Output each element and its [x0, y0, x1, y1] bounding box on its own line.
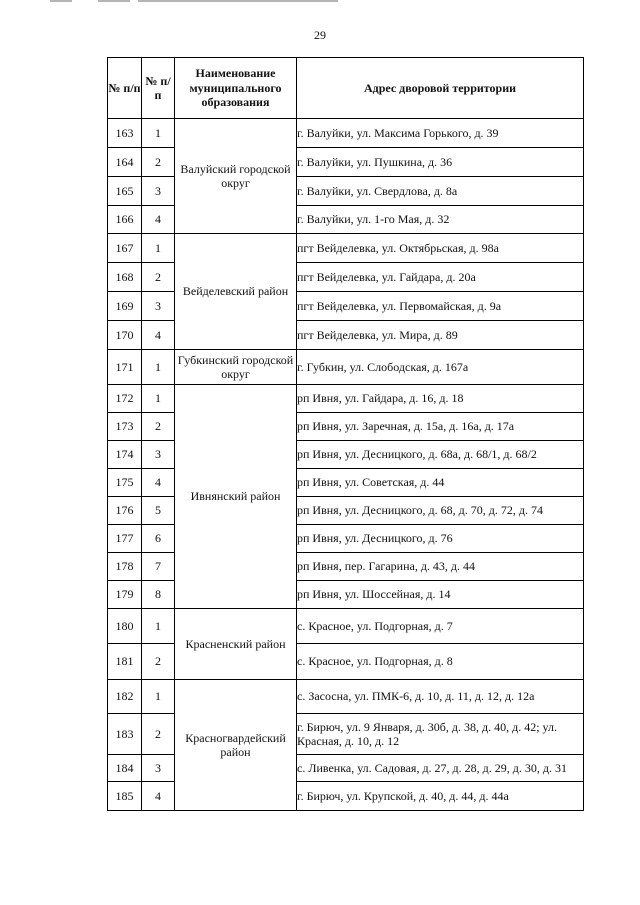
address-cell: рп Ивня, ул. Советская, д. 44	[297, 469, 584, 497]
address-cell: рп Ивня, пер. Гагарина, д. 43, д. 44	[297, 553, 584, 581]
row-sub-number: 8	[142, 581, 175, 609]
municipality-name: Красненский район	[175, 609, 297, 680]
address-cell: рп Ивня, ул. Десницкого, д. 68, д. 70, д. 72, д. 74	[297, 497, 584, 525]
address-cell: г. Бирюч, ул. 9 Января, д. 30б, д. 38, д. 40, д. 42; ул. Красная, д. 10, д. 12	[297, 714, 584, 755]
table-row	[108, 680, 584, 714]
row-sub-number: 4	[142, 469, 175, 497]
row-sub-number: 4	[142, 206, 175, 234]
row-number: 170	[108, 321, 142, 350]
row-sub-number: 7	[142, 553, 175, 581]
scan-mark	[50, 0, 72, 2]
row-number: 163	[108, 119, 142, 148]
address-cell: рп Ивня, ул. Шоссейная, д. 14	[297, 581, 584, 609]
table-row	[108, 385, 584, 413]
row-number: 175	[108, 469, 142, 497]
address-cell: с. Красное, ул. Подгорная, д. 8	[297, 644, 584, 680]
address-cell: рп Ивня, ул. Десницкого, д. 68а, д. 68/1, д. 68/2	[297, 441, 584, 469]
address-cell: рп Ивня, ул. Десницкого, д. 76	[297, 525, 584, 553]
header-sub-num: № п/п	[142, 58, 175, 119]
row-sub-number: 1	[142, 385, 175, 413]
municipality-name: Ивнянский район	[175, 385, 297, 609]
row-sub-number: 1	[142, 680, 175, 714]
municipality-name: Губкинский городской округ	[175, 350, 297, 385]
address-cell: рп Ивня, ул. Заречная, д. 15а, д. 16а, д. 17а	[297, 413, 584, 441]
row-sub-number: 6	[142, 525, 175, 553]
row-sub-number: 1	[142, 609, 175, 644]
municipality-name: Красногвардейский район	[175, 680, 297, 811]
row-sub-number: 2	[142, 413, 175, 441]
address-cell: с. Засосна, ул. ПМК-6, д. 10, д. 11, д. 12, д. 12а	[297, 680, 584, 714]
row-sub-number: 3	[142, 441, 175, 469]
page-number: 29	[314, 28, 326, 42]
table-header-row	[108, 58, 584, 119]
header-address: Адрес дворовой территории	[297, 58, 584, 119]
row-number: 178	[108, 553, 142, 581]
address-cell: г. Валуйки, ул. Пушкина, д. 36	[297, 148, 584, 177]
address-cell: г. Валуйки, ул. 1-го Мая, д. 32	[297, 206, 584, 234]
row-number: 164	[108, 148, 142, 177]
address-cell: пгт Вейделевка, ул. Октябрьская, д. 98а	[297, 234, 584, 263]
row-number: 168	[108, 263, 142, 292]
address-cell: г. Валуйки, ул. Максима Горького, д. 39	[297, 119, 584, 148]
address-cell: с. Красное, ул. Подгорная, д. 7	[297, 609, 584, 644]
address-cell: г. Валуйки, ул. Свердлова, д. 8а	[297, 177, 584, 206]
row-sub-number: 3	[142, 292, 175, 321]
address-table	[107, 57, 584, 811]
address-cell: пгт Вейделевка, ул. Первомайская, д. 9а	[297, 292, 584, 321]
municipality-name: Вейделевский район	[175, 234, 297, 350]
scan-mark	[98, 0, 130, 2]
table-row	[108, 350, 584, 385]
row-number: 176	[108, 497, 142, 525]
row-sub-number: 2	[142, 714, 175, 755]
row-number: 179	[108, 581, 142, 609]
address-cell: г. Бирюч, ул. Крупской, д. 40, д. 44, д. 44а	[297, 782, 584, 811]
table-row	[108, 609, 584, 644]
row-sub-number: 1	[142, 234, 175, 263]
row-sub-number: 3	[142, 177, 175, 206]
table-body	[108, 119, 584, 811]
address-cell: с. Ливенка, ул. Садовая, д. 27, д. 28, д. 29, д. 30, д. 31	[297, 755, 584, 782]
row-sub-number: 3	[142, 755, 175, 782]
row-number: 174	[108, 441, 142, 469]
row-sub-number: 2	[142, 644, 175, 680]
row-number: 180	[108, 609, 142, 644]
row-number: 166	[108, 206, 142, 234]
row-number: 169	[108, 292, 142, 321]
address-cell: пгт Вейделевка, ул. Гайдара, д. 20а	[297, 263, 584, 292]
row-number: 167	[108, 234, 142, 263]
row-number: 177	[108, 525, 142, 553]
row-sub-number: 2	[142, 263, 175, 292]
row-sub-number: 1	[142, 350, 175, 385]
row-number: 172	[108, 385, 142, 413]
municipality-name: Валуйский городской округ	[175, 119, 297, 234]
address-cell: г. Губкин, ул. Слободская, д. 167а	[297, 350, 584, 385]
row-sub-number: 5	[142, 497, 175, 525]
row-number: 185	[108, 782, 142, 811]
row-number: 165	[108, 177, 142, 206]
row-sub-number: 1	[142, 119, 175, 148]
row-number: 182	[108, 680, 142, 714]
row-sub-number: 2	[142, 148, 175, 177]
header-municipality: Наименование муниципального образования	[175, 58, 297, 119]
row-number: 184	[108, 755, 142, 782]
row-number: 181	[108, 644, 142, 680]
address-cell: рп Ивня, ул. Гайдара, д. 16, д. 18	[297, 385, 584, 413]
row-number: 173	[108, 413, 142, 441]
row-sub-number: 4	[142, 321, 175, 350]
scan-mark	[138, 0, 338, 2]
address-cell: пгт Вейделевка, ул. Мира, д. 89	[297, 321, 584, 350]
row-number: 183	[108, 714, 142, 755]
row-number: 171	[108, 350, 142, 385]
header-num: № п/п	[108, 58, 142, 119]
table-row	[108, 234, 584, 263]
table-row	[108, 119, 584, 148]
row-sub-number: 4	[142, 782, 175, 811]
